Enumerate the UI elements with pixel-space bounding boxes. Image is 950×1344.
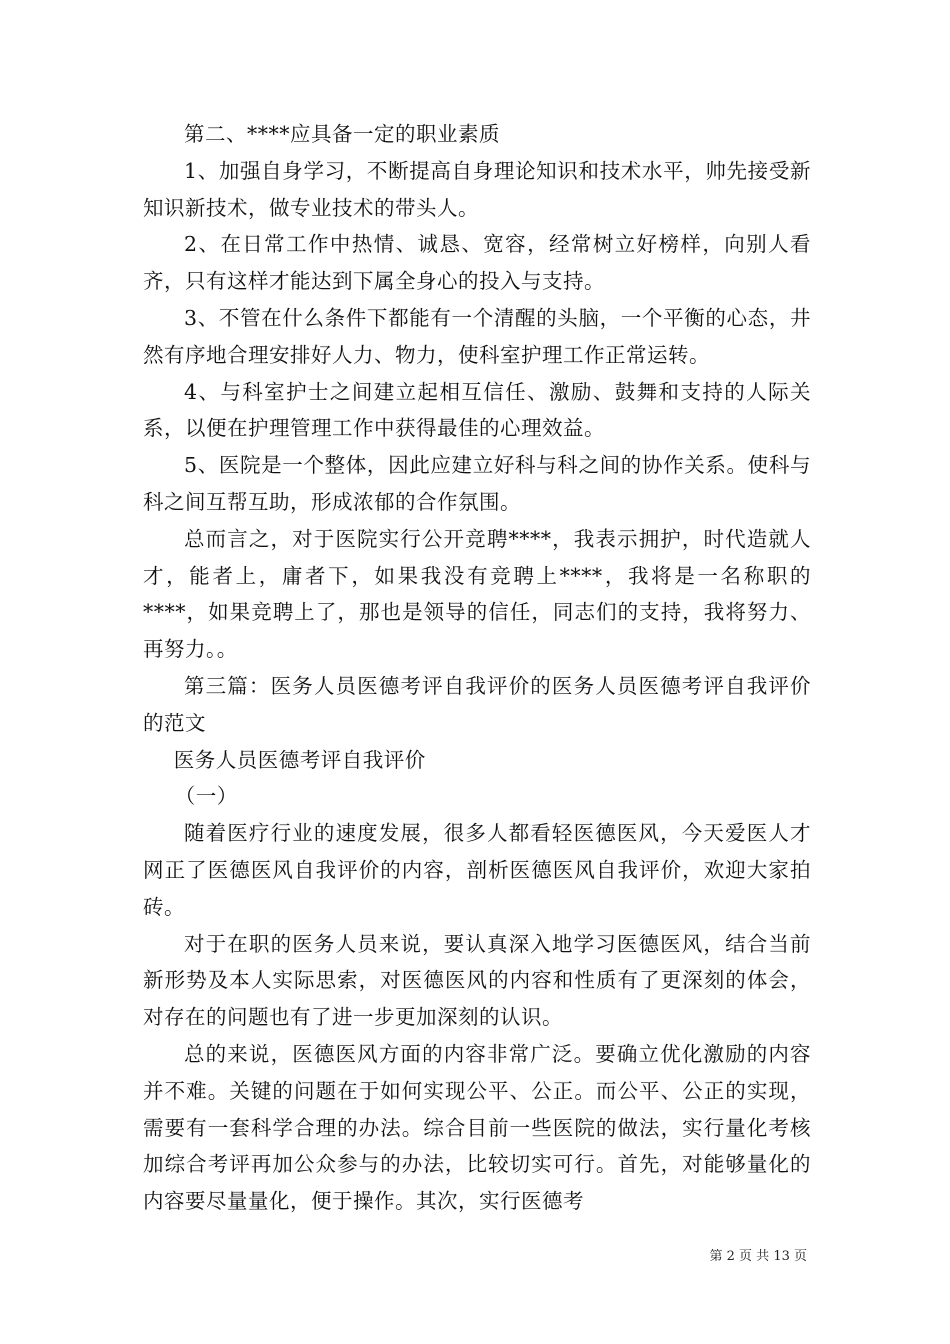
paragraph-staff: 对于在职的医务人员来说，要认真深入地学习医德医风，结合当前新形势及本人实际思索，对医德医风的内容和性质有了更深刻的体会，对存在的问题也有了进一步更加深刻的认识。 [143, 931, 811, 1030]
section-heading-third: 第三篇：医务人员医德考评自我评价的医务人员医德考评自我评价的范文 [143, 673, 811, 735]
paragraph-summary: 总而言之，对于医院实行公开竞聘****，我表示拥护，时代造就人才，能者上，庸者下，如果我没有竞聘上****，我将是一名称职的****，如果竞聘上了，那也是领导的信任，同志们的支持，我将努力、再努力。。 [143, 526, 811, 662]
paragraph-item-1: 1、加强自身学习，不断提高自身理论知识和技术水平，帅先接受新知识新技术，做专业技术的带头人。 [143, 158, 811, 220]
article-title: 医务人员医德考评自我评价 [173, 747, 426, 772]
paragraph-item-5: 5、医院是一个整体，因此应建立好科与科之间的协作关系。使科与科之间互帮互助，形成浓郁的合作氛围。 [143, 453, 811, 514]
page-footer: 第 2 页 共 13 页 [709, 1249, 807, 1264]
article-part-label: （一） [174, 784, 238, 809]
paragraph-item-4: 4、与科室护士之间建立起相互信任、激励、鼓舞和支持的人际关系，以便在护理管理工作中获得最佳的心理效益。 [143, 379, 811, 441]
paragraph-intro: 随着医疗行业的速度发展，很多人都看轻医德医风，今天爱医人才网正了医德医风自我评价的内容，剖析医德医风自我评价，欢迎大家拍砖。 [143, 821, 811, 919]
section-heading-second: 第二、****应具备一定的职业素质 [184, 122, 500, 146]
paragraph-item-2: 2、在日常工作中热情、诚恳、宽容，经常树立好榜样，向别人看齐，只有这样才能达到下属全身心的投入与支持。 [143, 232, 811, 294]
paragraph-item-3: 3、不管在什么条件下都能有一个清醒的头脑，一个平衡的心态，井然有序地合理安排好人力、物力，使科室护理工作正常运转。 [143, 305, 811, 367]
paragraph-overall: 总的来说，医德医风方面的内容非常广泛。要确立优化激励的内容并不难。关键的问题在于如何实现公平、公正。而公平、公正的实现，需要有一套科学合理的办法。综合目前一些医院的做法，实行量化考核加综合考评再加公众参与的办法，比较切实可行。首先，对能够量化的内容要尽量量化，便于操作。其次，实行医德考 [143, 1041, 811, 1214]
document-body [143, 116, 811, 1220]
